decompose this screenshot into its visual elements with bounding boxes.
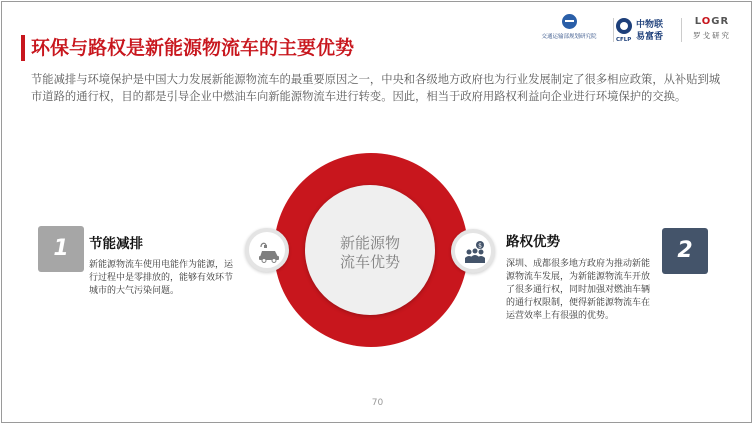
electric-car-icon bbox=[255, 238, 283, 266]
right-heading: 路权优势 bbox=[506, 234, 560, 250]
logo-logr bbox=[684, 16, 740, 41]
logo2-sub: CFLP bbox=[616, 37, 632, 43]
page-title: 环保与路权是新能源物流车的主要优势 bbox=[31, 37, 355, 59]
right-icon-badge bbox=[451, 229, 495, 273]
number-badge-1: 1 bbox=[38, 226, 84, 272]
logo-transport-institute bbox=[526, 14, 612, 40]
svg-text:$: $ bbox=[478, 242, 482, 250]
logo-divider bbox=[681, 18, 682, 42]
logo3-cn: 罗戈研究 bbox=[693, 31, 731, 40]
intro-paragraph: 节能减排与环境保护是中国大力发展新能源物流车的最重要原因之一，中央和各级地方政府也为行业发展制定了很多相应政策，从补贴到城市道路的通行权，目的都是引导企业中燃油车向新能源物流车进行转变。因此，相当于政府用路权利益向企业进行环境保护的交换。 bbox=[31, 73, 721, 103]
center-label-line1: 新能源物 bbox=[339, 234, 400, 252]
left-icon-badge bbox=[245, 228, 289, 272]
number-badge-2: 2 bbox=[662, 228, 708, 274]
left-heading: 节能减排 bbox=[89, 236, 143, 252]
logo2-line2: 易富香 bbox=[636, 32, 664, 42]
logo3-en: LOGR bbox=[694, 16, 730, 27]
logo-group bbox=[520, 14, 740, 46]
center-label-line2: 流车优势 bbox=[339, 253, 400, 271]
logo1-text: 交通运输部规划研究院 bbox=[541, 34, 597, 40]
cflp-mark-icon bbox=[616, 18, 632, 34]
logo-cflp bbox=[616, 16, 678, 46]
center-label bbox=[305, 234, 435, 272]
title-accent-bar bbox=[21, 35, 25, 61]
page-number: 70 bbox=[371, 398, 384, 408]
left-text: 新能源物流车使用电能作为能源，运行过程中是零排放的，能够有效环节城市的大气污染问题。 bbox=[89, 260, 234, 296]
globe-icon bbox=[562, 14, 577, 29]
people-money-icon bbox=[461, 239, 489, 267]
logo-divider bbox=[613, 18, 614, 42]
logo2-line1: 中物联 bbox=[636, 20, 664, 30]
right-text: 深圳、成都很多地方政府为推动新能源物流车发展，为新能源物流车开放了很多通行权，同时加强对燃油车辆的通行权限制，便得新能源物流车在运营效率上有很强的优势。 bbox=[506, 259, 651, 321]
